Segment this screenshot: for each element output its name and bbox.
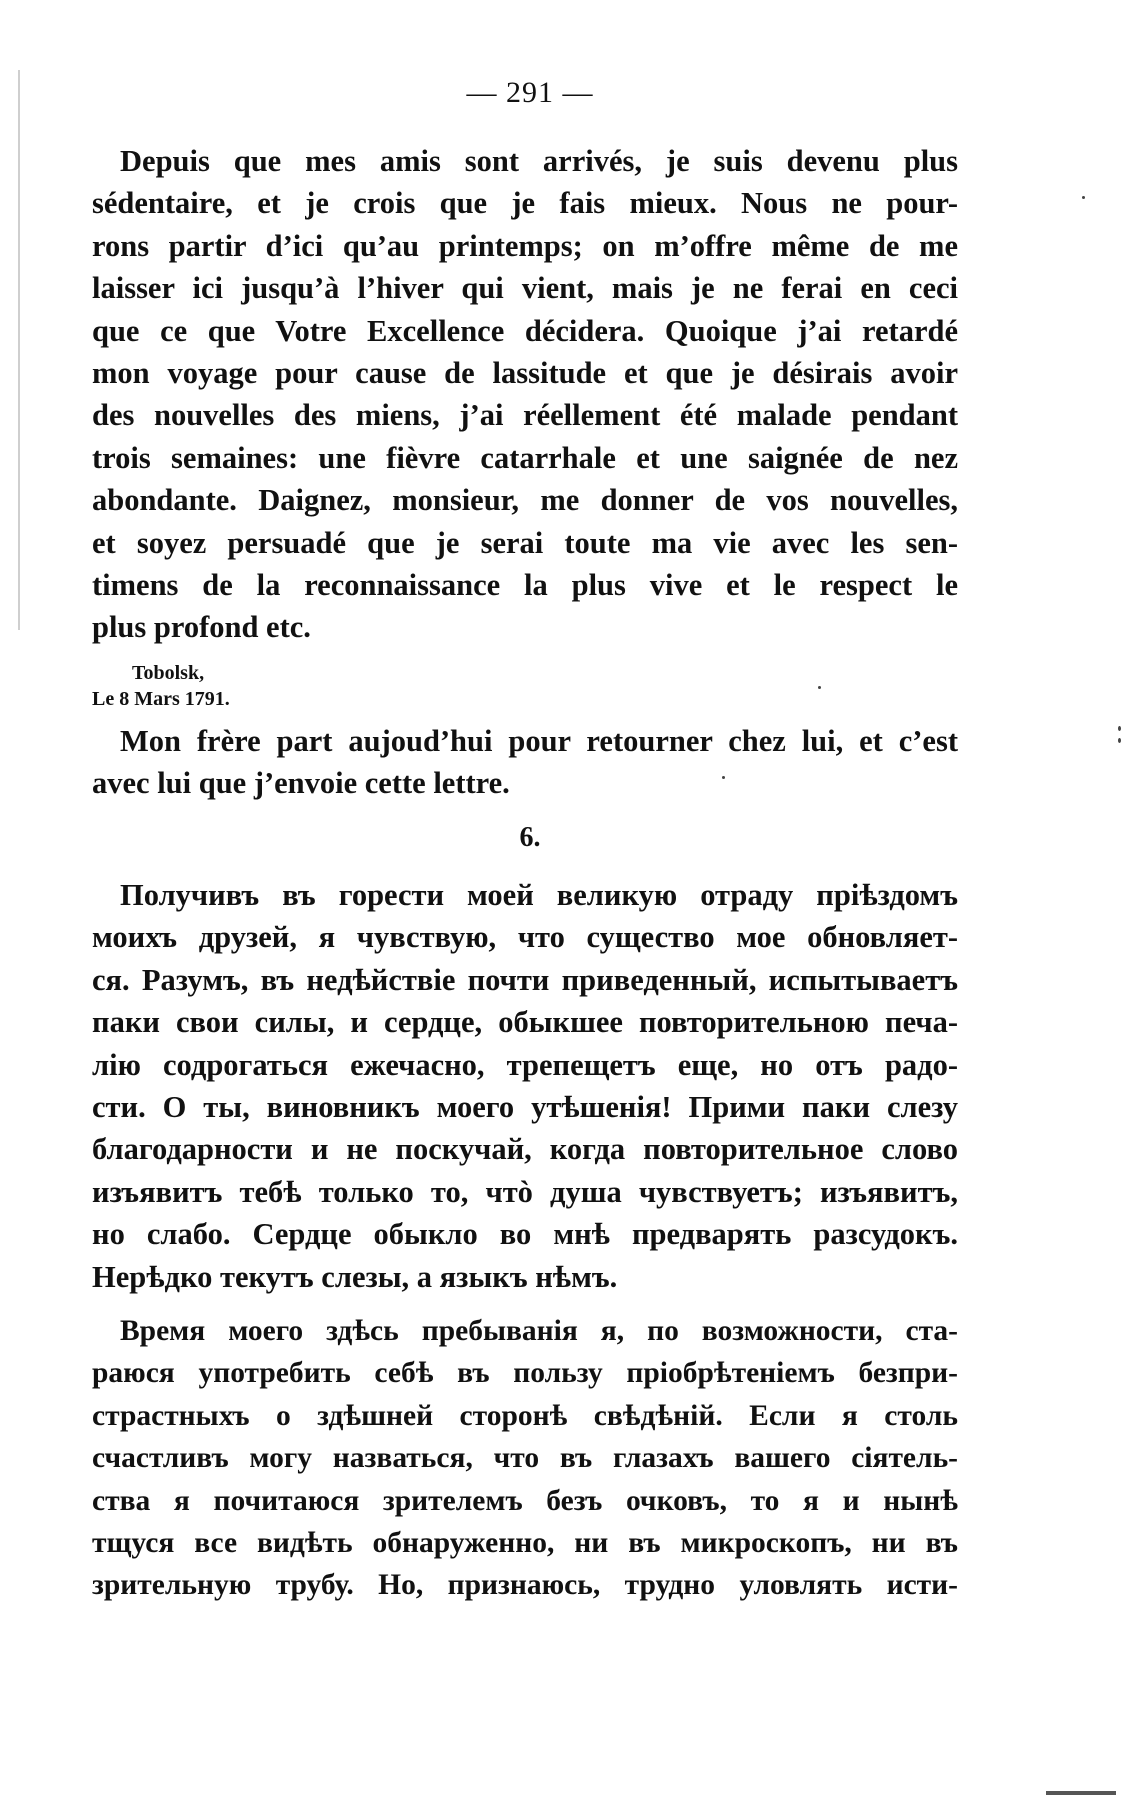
- text-line: sédentaire, et je crois que je fais mieux. Nous ne pour-: [92, 186, 958, 221]
- section-number: 6.: [519, 822, 541, 853]
- scan-speck: [818, 686, 821, 689]
- text-line: abondante. Daignez, monsieur, me donner de vos nouvelles,: [92, 483, 958, 518]
- letter-russian-paragraph-2: [92, 1310, 958, 1607]
- text-line: лiю содрогаться ежечасно, трепещетъ еще, но отъ радо-: [92, 1047, 958, 1082]
- text-line: страстныхъ о здѣшней сторонѣ свѣдѣнiй. Если я столь: [92, 1399, 958, 1432]
- text-line: rons partir d’ici qu’au printemps; on m’offre même de me: [92, 228, 958, 263]
- text-line: Нерѣдко текутъ слезы, а языкъ нѣмъ.: [92, 1259, 618, 1294]
- text-line: plus profond etc.: [92, 610, 311, 645]
- text-line: avec lui que j’envoie cette lettre.: [92, 766, 510, 801]
- page-edge-rule: [18, 70, 20, 630]
- text-line: et soyez persuadé que je serai toute ma vie avec les sen-: [92, 525, 958, 560]
- text-line: паки свои силы, и сердце, обыкшее повторительною печа-: [92, 1005, 958, 1040]
- text-line: счастливъ могу назваться, что въ глазахъ вашего сiятель-: [92, 1442, 958, 1475]
- letter-russian-paragraph-1: [92, 874, 958, 1298]
- text-line: благодарности и не поскучай, когда повторительное слово: [92, 1132, 958, 1167]
- text-line: Время моего здѣсь пребыванiя я, по возможности, ста-: [120, 1315, 958, 1347]
- text-line: раюся употребить себѣ въ пользу прiобрѣтенiемъ безпри-: [92, 1357, 958, 1390]
- text-line: mon voyage pour cause de lassitude et que je désirais avoir: [92, 356, 958, 391]
- text-line: тщуся все видѣть обнаруженно, ни въ микроскопъ, ни въ: [92, 1527, 958, 1560]
- text-line: laisser ici jusqu’à l’hiver qui vient, mais je ne ferai en ceci: [92, 271, 958, 306]
- text-line: Mon frère part aujoud’hui pour retourner chez lui, et c’est: [120, 724, 958, 758]
- text-line: зрительную трубу. Но, признаюсь, трудно уловлять исти-: [92, 1569, 958, 1602]
- letter-signature: [92, 660, 230, 712]
- scan-speck: [1118, 726, 1121, 731]
- text-line: des nouvelles des miens, j’ai réellement été malade pendant: [92, 398, 958, 433]
- scan-speck: [722, 776, 725, 779]
- text-line: Получивъ въ горести моей великую отраду прiѣздомъ: [120, 878, 958, 912]
- signature-place: Tobolsk,: [132, 662, 205, 684]
- text-line: Depuis que mes amis sont arrivés, je suis devenu plus: [120, 144, 958, 178]
- scan-edge-mark: [1046, 1791, 1116, 1795]
- signature-date: Le 8 Mars 1791.: [92, 688, 230, 710]
- text-line: моихъ друзей, я чувствую, что существо мое обновляет-: [92, 920, 958, 955]
- text-line: изъявитъ тебѣ только то, чтò душа чувствуетъ; изъявитъ,: [92, 1174, 958, 1209]
- text-line: но слабо. Сердце обыкло во мнѣ предварять разсудокъ.: [92, 1217, 958, 1252]
- scan-speck: [1082, 196, 1085, 199]
- text-line: ся. Разумъ, въ недѣйствiе почти приведенный, испытываетъ: [92, 962, 958, 997]
- text-line: сти. О ты, виновникъ моего утѣшенiя! Прими паки слезу: [92, 1090, 958, 1125]
- text-line: timens de la reconnaissance la plus vive et le respect le: [92, 568, 958, 603]
- text-line: que ce que Votre Excellence décidera. Quoique j’ai retardé: [92, 313, 958, 348]
- page-number: — 291 —: [466, 76, 594, 109]
- postscript-paragraph: [92, 720, 958, 805]
- text-line: ства я почитаюся зрителемъ безъ очковъ, то я и нынѣ: [92, 1484, 958, 1517]
- scan-speck: [1118, 738, 1121, 743]
- text-line: trois semaines: une fièvre catarrhale et une saignée de nez: [92, 440, 958, 475]
- letter-french-paragraph: [92, 140, 958, 649]
